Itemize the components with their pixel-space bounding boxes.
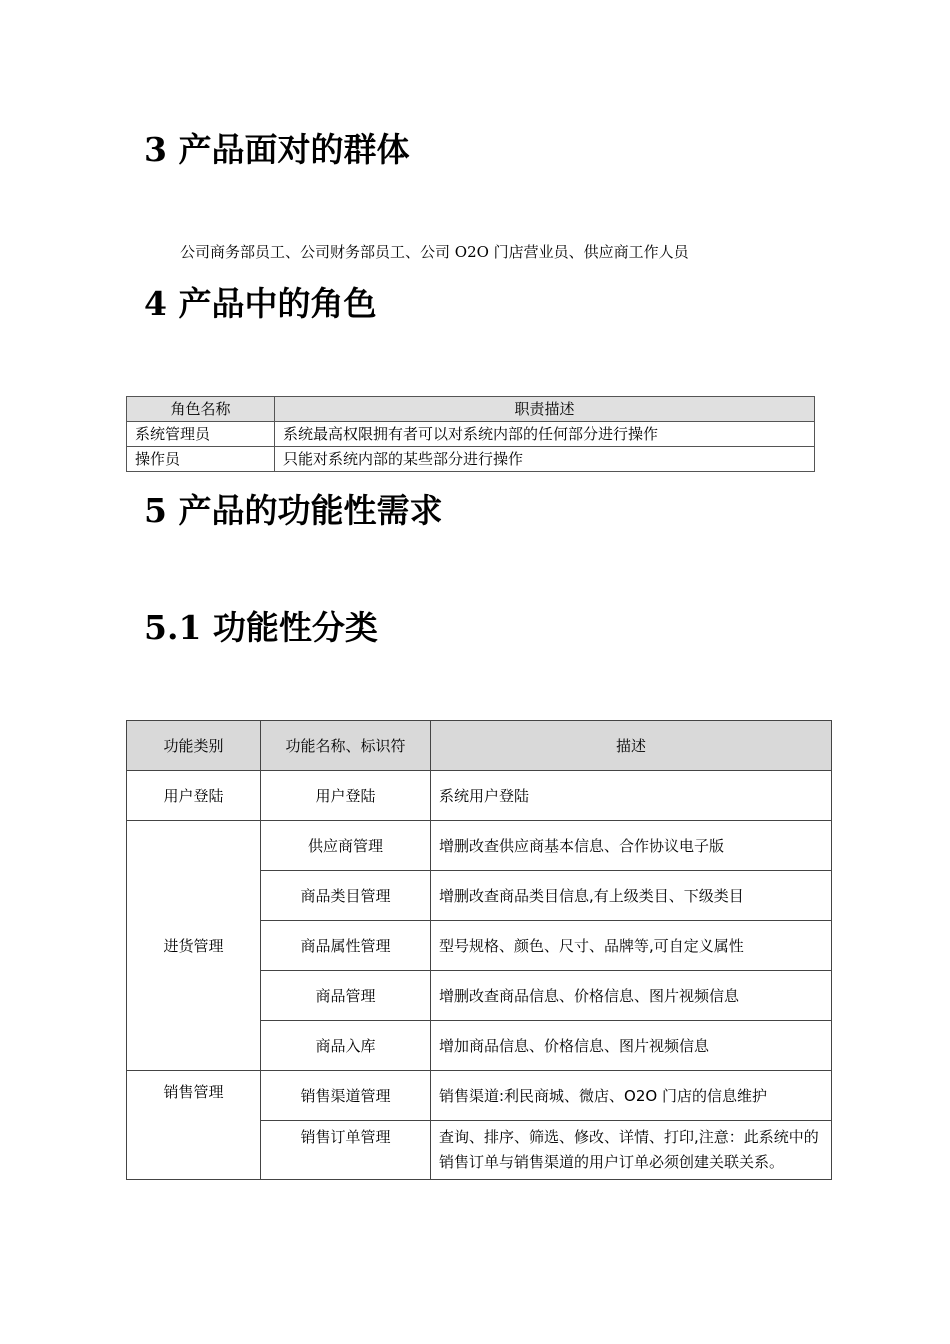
func-desc: 增加商品信息、价格信息、图片视频信息 bbox=[431, 1021, 832, 1071]
func-name: 供应商管理 bbox=[261, 821, 431, 871]
table-row bbox=[127, 422, 815, 447]
table-row bbox=[127, 821, 832, 871]
roles-table-header bbox=[127, 397, 815, 422]
func-name: 商品属性管理 bbox=[261, 921, 431, 971]
func-desc: 查询、排序、筛选、修改、详情、打印,注意：此系统中的销售订单与销售渠道的用户订单必须创建关联关系。 bbox=[431, 1121, 832, 1180]
func-category: 销售管理 bbox=[127, 1071, 261, 1180]
function-table-header bbox=[127, 721, 832, 771]
table-row bbox=[127, 447, 815, 472]
func-desc: 增删改查商品信息、价格信息、图片视频信息 bbox=[431, 971, 832, 1021]
func-header-category: 功能类别 bbox=[127, 721, 261, 771]
heading-target-audience: 3 产品面对的群体 bbox=[144, 130, 410, 169]
heading-functional-classification: 5.1 功能性分类 bbox=[144, 608, 378, 647]
role-name: 系统管理员 bbox=[127, 422, 275, 447]
func-desc: 型号规格、颜色、尺寸、品牌等,可自定义属性 bbox=[431, 921, 832, 971]
roles-header-desc: 职责描述 bbox=[275, 397, 815, 422]
func-category: 进货管理 bbox=[127, 821, 261, 1071]
func-header-name: 功能名称、标识符 bbox=[261, 721, 431, 771]
func-name: 商品类目管理 bbox=[261, 871, 431, 921]
func-name: 商品管理 bbox=[261, 971, 431, 1021]
table-row bbox=[127, 771, 832, 821]
func-name: 销售渠道管理 bbox=[261, 1071, 431, 1121]
func-desc: 增删改查供应商基本信息、合作协议电子版 bbox=[431, 821, 832, 871]
func-desc: 系统用户登陆 bbox=[431, 771, 832, 821]
func-header-desc: 描述 bbox=[431, 721, 832, 771]
func-category: 用户登陆 bbox=[127, 771, 261, 821]
role-desc: 系统最高权限拥有者可以对系统内部的任何部分进行操作 bbox=[275, 422, 815, 447]
func-name: 销售订单管理 bbox=[261, 1121, 431, 1180]
roles-table bbox=[126, 396, 815, 472]
func-desc: 销售渠道:利民商城、微店、O2O 门店的信息维护 bbox=[431, 1071, 832, 1121]
func-desc: 增删改查商品类目信息,有上级类目、下级类目 bbox=[431, 871, 832, 921]
audience-paragraph: 公司商务部员工、公司财务部员工、公司 O2O 门店营业员、供应商工作人员 bbox=[180, 243, 689, 261]
role-desc: 只能对系统内部的某些部分进行操作 bbox=[275, 447, 815, 472]
func-name: 用户登陆 bbox=[261, 771, 431, 821]
heading-roles: 4 产品中的角色 bbox=[144, 284, 377, 323]
table-row bbox=[127, 1071, 832, 1121]
function-table bbox=[126, 720, 832, 1180]
roles-header-name: 角色名称 bbox=[127, 397, 275, 422]
role-name: 操作员 bbox=[127, 447, 275, 472]
func-name: 商品入库 bbox=[261, 1021, 431, 1071]
heading-functional-requirements: 5 产品的功能性需求 bbox=[144, 491, 443, 530]
